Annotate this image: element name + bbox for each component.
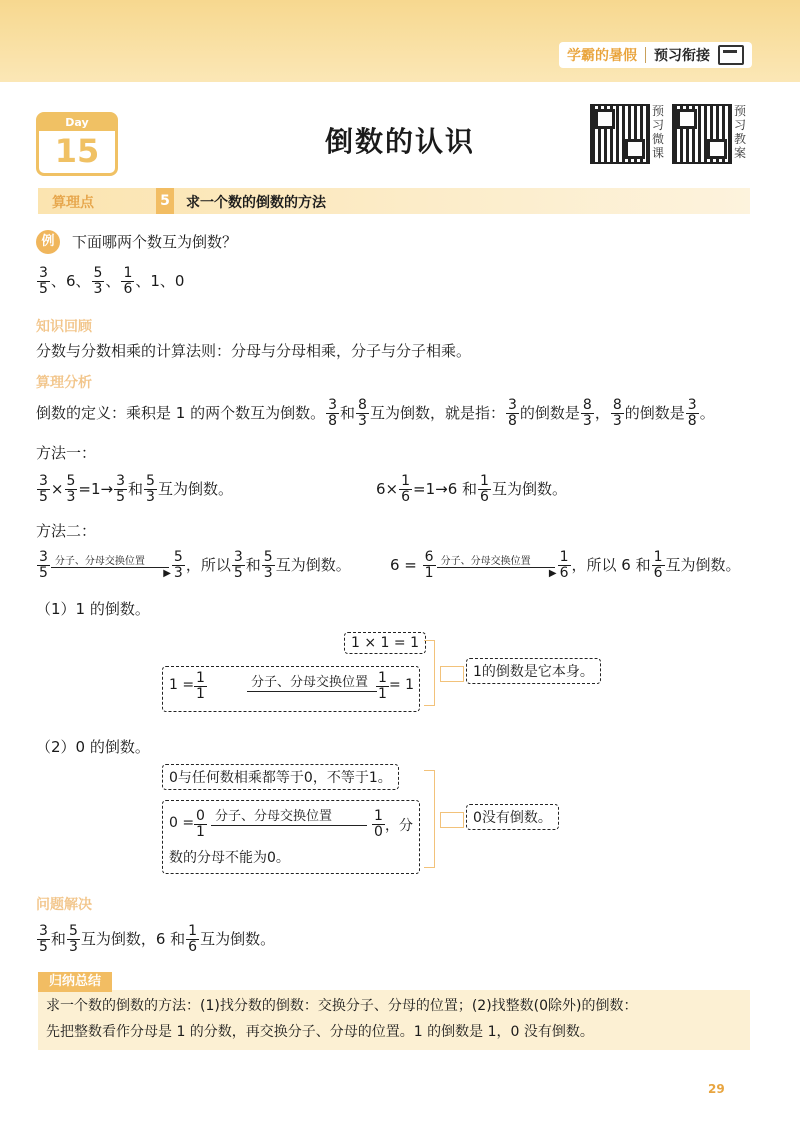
part-one-label: （1）1 的倒数。 [36, 600, 150, 618]
part-two-label: （2）0 的倒数。 [36, 738, 150, 756]
summary-tag: 归纳总结 [38, 972, 112, 992]
method-two-fraction: $\frac{3}{5}$ 分子、分母交换位置 ▶ $\frac{5}{3}$ ，所以 $\frac{3}{5}$ 和 $\frac{5}{3}$ 互为倒数。 [39, 549, 351, 581]
example-numbers: $\frac{3}{5}$ 、6、 $\frac{5}{3}$ 、 $\frac{1}{6}$ 、1、0 [39, 265, 185, 297]
series-label: 学霸的暑假 [567, 48, 637, 64]
book-icon [718, 45, 744, 65]
knowledge-text: 求一个数的倒数的方法 [186, 195, 326, 211]
method-two-label: 方法二： [36, 522, 97, 540]
one-swap-box: 1 = $\frac{1}{1}$ 分子、分母交换位置 $\frac{1}{1}$ = 1 [162, 666, 420, 712]
one-times-one-box: 1 × 1 = 1 [344, 632, 426, 654]
qr-code-lesson-plan[interactable] [672, 104, 732, 164]
zero-reciprocal-result: 0没有倒数。 [466, 804, 559, 830]
page-number: 29 [708, 1082, 725, 1096]
review-text: 分数与分数相乘的计算法则：分母与分母相乘，分子与分子相乘。 [36, 342, 472, 360]
qr-label-micro-lesson: 预习微课 [652, 104, 665, 160]
page-title: 倒数的认识 [324, 125, 475, 158]
diagram-two-bracket [424, 770, 435, 868]
diagram-one-arrow [440, 666, 464, 682]
qr-code-micro-lesson[interactable] [590, 104, 650, 164]
knowledge-bar [38, 188, 750, 214]
method-two-integer: 6 = $\frac{6}{1}$ 分子、分母交换位置 ▶ $\frac{1}{6}$ ，所以 6 和 $\frac{1}{6}$ 互为倒数。 [390, 549, 741, 581]
header-divider [645, 47, 646, 63]
section-review: 知识回顾 [36, 319, 92, 335]
knowledge-tag: 算理点 [52, 195, 94, 211]
day-number: 15 [54, 132, 100, 170]
zero-product-box: 0与任何数相乘都等于0，不等于1。 [162, 764, 399, 790]
example-badge: 例 [36, 230, 60, 254]
header-tag [559, 42, 752, 68]
zero-swap-box: 0 = $\frac{0}{1}$ 分子、分母交换位置 $\frac{1}{0}$ ，分 数的分母不能为0。 [162, 800, 420, 874]
knowledge-number: 5 [156, 188, 174, 214]
diagram-two-arrow [440, 812, 464, 828]
diagram-one-bracket [424, 640, 435, 706]
method-one-integer: 6× $\frac{1}{6}$ =1→6 和 $\frac{1}{6}$ 互为倒数。 [376, 473, 567, 505]
definition-line: 倒数的定义：乘积是 1 的两个数互为倒数。 $\frac{3}{8}$ 和 $\frac{8}{3}$ 互为倒数，就是指： $\frac{3}{8}$ 的倒数是 $\frac{8}{3}$ ， $\frac{8}{3}$ 的倒数是 $\frac{3}{8}$ 。 [36, 397, 715, 429]
qr-label-lesson-plan: 预习教案 [734, 104, 747, 160]
method-one-label: 方法一： [36, 444, 97, 462]
section-analysis: 算理分析 [36, 375, 92, 391]
section-solve: 问题解决 [36, 897, 92, 913]
one-reciprocal-result: 1的倒数是它本身。 [466, 658, 601, 684]
summary-line-1: 求一个数的倒数的方法：(1)找分数的倒数：交换分子、分母的位置；(2)找整数(0除外)的倒数： [46, 998, 638, 1014]
day-badge [36, 112, 118, 176]
answer-line: $\frac{3}{5}$ 和 $\frac{5}{3}$ 互为倒数，6 和 $\frac{1}{6}$ 互为倒数。 [39, 923, 276, 955]
method-one-fraction: $\frac{3}{5}$ × $\frac{5}{3}$ =1→ $\frac{3}{5}$ 和 $\frac{5}{3}$ 互为倒数。 [39, 473, 233, 505]
header-band [0, 0, 800, 82]
day-label: Day [39, 115, 115, 131]
module-label: 预习衔接 [654, 48, 710, 64]
example-question: 下面哪两个数互为倒数？ [72, 233, 238, 251]
summary-line-2: 先把整数看作分母是 1 的分数，再交换分子、分母的位置。1 的倒数是 1，0 没有倒数。 [46, 1024, 594, 1040]
